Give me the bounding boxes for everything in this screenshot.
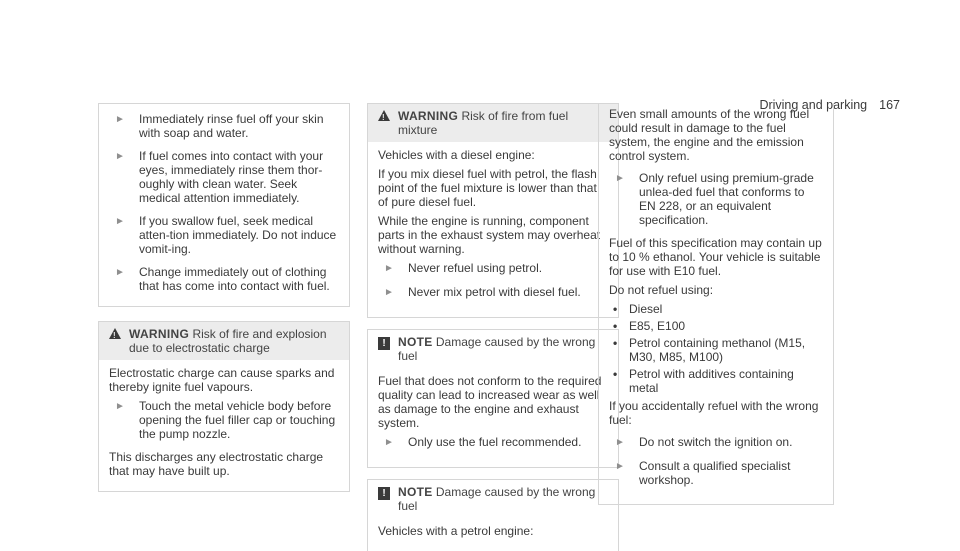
bullet-item: • E85, E100 bbox=[609, 319, 823, 333]
paragraph: This discharges any electrostatic charge that may have built up. bbox=[109, 450, 324, 478]
paragraph: Vehicles with a petrol engine: bbox=[378, 524, 534, 538]
paragraph: Even small amounts of the wrong fuel could result in damage to the fuel system, the engine and the emission control system. bbox=[609, 107, 810, 163]
bullet-icon: • bbox=[613, 319, 618, 333]
note-header bbox=[368, 480, 618, 518]
arrow-icon: ► bbox=[115, 401, 125, 412]
paragraph: Vehicles with a diesel engine: bbox=[378, 148, 535, 162]
warning-header bbox=[368, 104, 618, 142]
note-box-wrong-fuel-petrol bbox=[367, 479, 619, 551]
note-title: Damage caused by the wrong fuel bbox=[398, 335, 596, 363]
bullet-item: • Diesel bbox=[609, 302, 823, 316]
paragraph: Fuel of this specification may contain up to 10 % ethanol. Your vehicle is suitable for use with E10 fuel. bbox=[609, 236, 822, 278]
arrow-icon: ► bbox=[384, 263, 394, 274]
paragraph: If you accidentally refuel with the wrong fuel: bbox=[609, 399, 819, 427]
warning-label: WARNING bbox=[129, 327, 190, 341]
arrow-icon: ► bbox=[115, 216, 125, 227]
arrow-icon: ► bbox=[615, 173, 625, 184]
arrow-icon: ► bbox=[115, 114, 125, 125]
note-header bbox=[368, 330, 618, 368]
arrow-icon: ► bbox=[615, 437, 625, 448]
step: ► Never refuel using petrol. bbox=[378, 261, 608, 276]
warning-title: Risk of fire from fuel mixture bbox=[398, 109, 569, 137]
warning-box-electrostatic bbox=[98, 321, 350, 492]
note-label: NOTE bbox=[398, 335, 433, 349]
warning-icon bbox=[109, 328, 121, 339]
bullet-icon: • bbox=[613, 336, 618, 350]
step: ► If fuel comes into contact with your eyes, immediately rinse them thor-oughly with clean water. Seek medical attention immediately. bbox=[109, 149, 339, 205]
paragraph: If you mix diesel fuel with petrol, the flash point of the fuel mixture is lower than that of pure diesel fuel. bbox=[378, 167, 597, 209]
column-right bbox=[598, 103, 834, 505]
bullet-icon: • bbox=[613, 302, 618, 316]
bullet-item: • Petrol with additives containing metal bbox=[609, 367, 823, 395]
step: ► Change immediately out of clothing that has come into contact with fuel. bbox=[109, 265, 339, 293]
arrow-icon: ► bbox=[384, 287, 394, 298]
column-left bbox=[98, 103, 350, 492]
warning-icon bbox=[378, 110, 390, 121]
note-label: NOTE bbox=[398, 485, 433, 499]
note-box-wrong-fuel bbox=[367, 329, 619, 468]
step: ► Consult a qualified specialist workshop. bbox=[609, 459, 823, 487]
arrow-icon: ► bbox=[115, 151, 125, 162]
step: ► If you swallow fuel, seek medical atten-tion immediately. Do not induce vomit-ing. bbox=[109, 214, 339, 256]
paragraph: Fuel that does not conform to the required quality can lead to increased wear as well as damage to the engine and exhaust system. bbox=[378, 374, 602, 430]
step: ► Immediately rinse fuel off your skin with soap and water. bbox=[109, 112, 339, 140]
warning-header bbox=[99, 322, 349, 360]
paragraph: Do not refuel using: bbox=[609, 283, 714, 297]
step: ► Only use the fuel recommended. bbox=[378, 435, 608, 450]
arrow-icon: ► bbox=[615, 461, 625, 472]
paragraph: While the engine is running, component parts in the exhaust system may overheat without warning. bbox=[378, 214, 601, 256]
paragraph: Electrostatic charge can cause sparks and thereby ignite fuel vapours. bbox=[109, 366, 335, 394]
bullet-item: • Petrol containing methanol (M15, M30, M85, M100) bbox=[609, 336, 823, 364]
note-continuation-box bbox=[598, 103, 834, 505]
step: ► Only refuel using premium-grade unlea-ded fuel that conforms to EN 228, or an equivalent specification. bbox=[609, 171, 823, 227]
step: ► Do not switch the ignition on. bbox=[609, 435, 823, 450]
page-number: 167 bbox=[879, 98, 900, 112]
step: ► Touch the metal vehicle body before opening the fuel filler cap or touching the pump nozzle. bbox=[109, 399, 339, 441]
warning-label: WARNING bbox=[398, 109, 459, 123]
arrow-icon: ► bbox=[115, 267, 125, 278]
note-icon: ! bbox=[378, 487, 390, 500]
section-title: Driving and parking bbox=[759, 98, 868, 112]
note-title: Damage caused by the wrong fuel bbox=[398, 485, 596, 513]
warning-box-fuel-mixture bbox=[367, 103, 619, 318]
warning-title: Risk of fire and explosion due to electrostatic charge bbox=[129, 327, 327, 355]
arrow-icon: ► bbox=[384, 437, 394, 448]
column-middle bbox=[367, 103, 619, 551]
step: ► Never mix petrol with diesel fuel. bbox=[378, 285, 608, 300]
bullet-icon: • bbox=[613, 367, 618, 381]
first-aid-box bbox=[98, 103, 350, 307]
note-icon: ! bbox=[378, 337, 390, 350]
